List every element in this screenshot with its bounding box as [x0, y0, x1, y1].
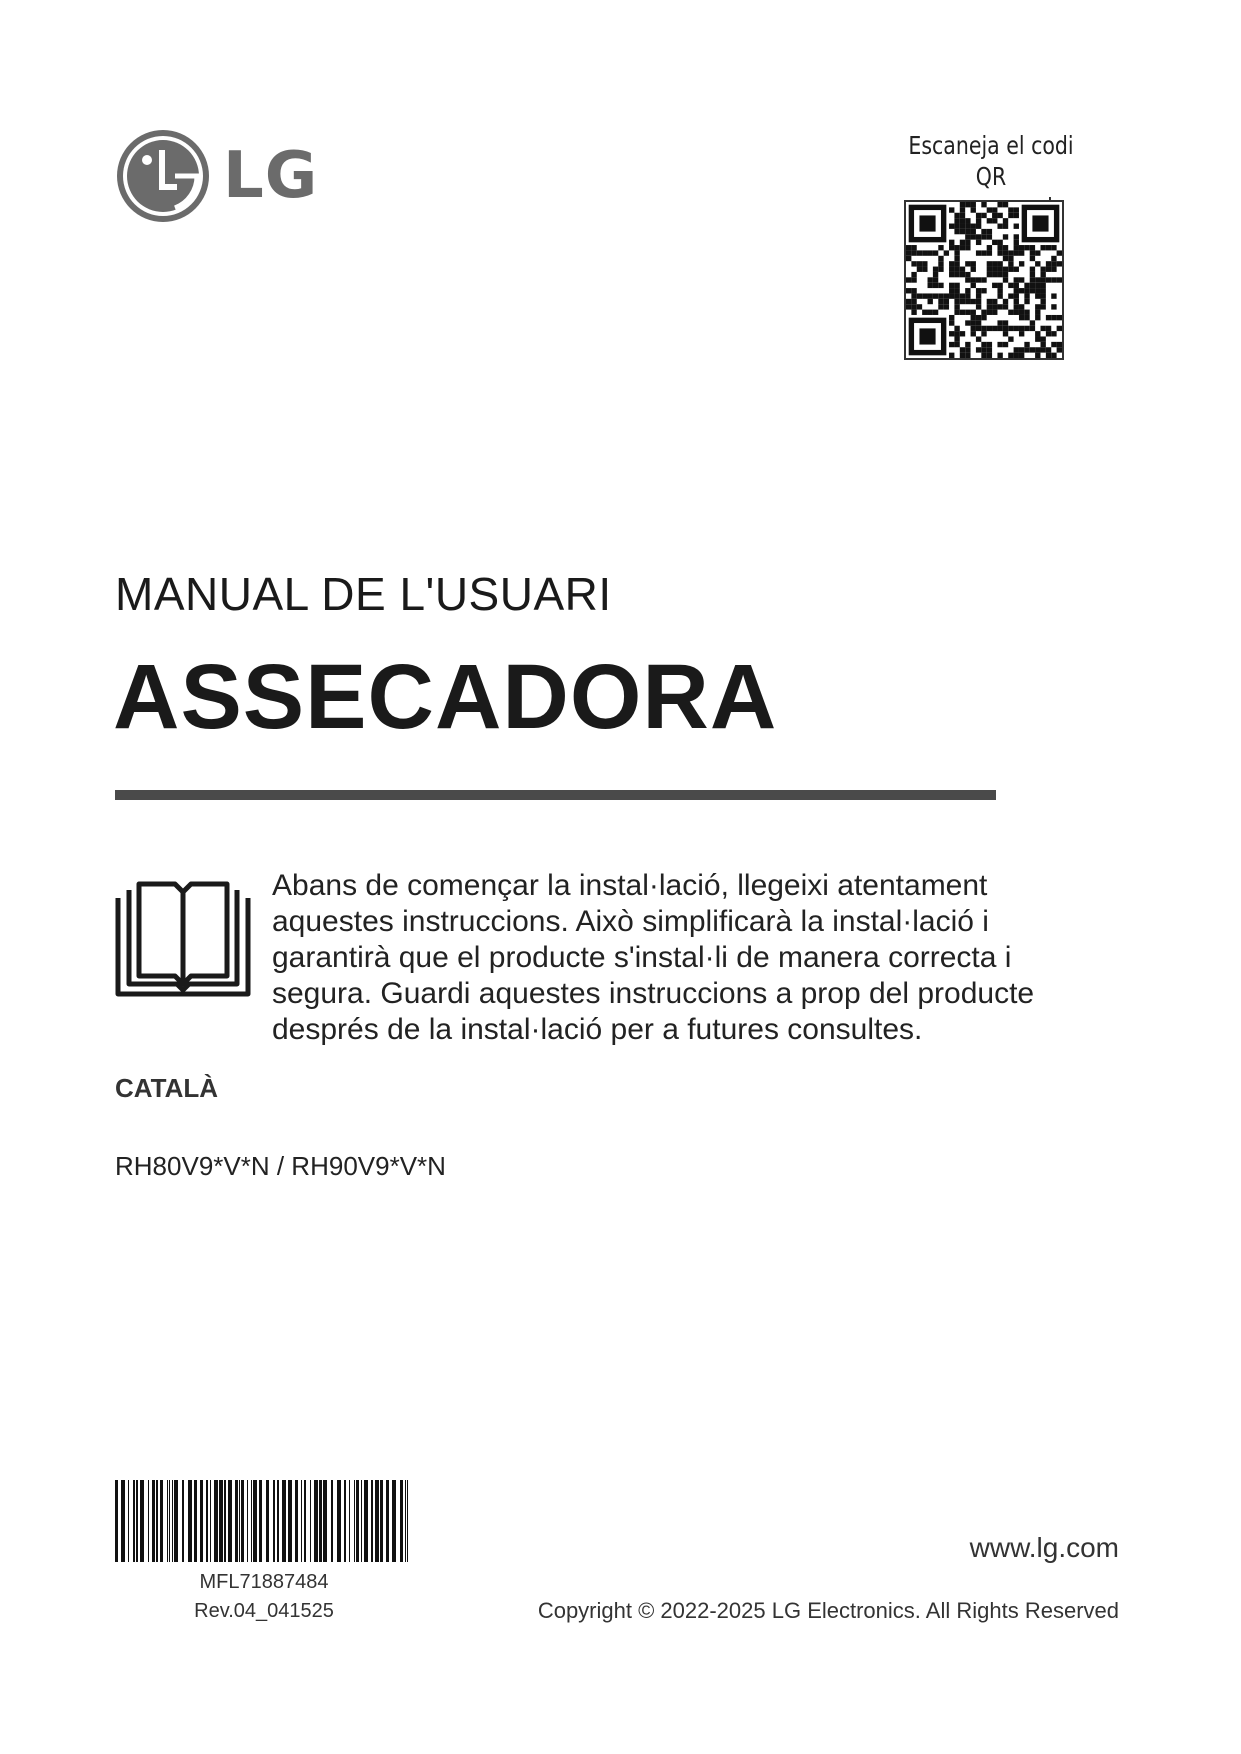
lg-logo	[115, 128, 335, 224]
model-numbers: RH80V9*V*N / RH90V9*V*N	[115, 1151, 446, 1181]
product-title: ASSECADORA	[113, 646, 778, 748]
brand-wordmark: LG	[223, 139, 319, 213]
website-link[interactable]: www.lg.com	[969, 1532, 1119, 1563]
language-label: CATALÀ	[115, 1073, 219, 1103]
part-number: MFL71887484	[199, 1571, 329, 1593]
qr-code-icon[interactable]	[904, 200, 1064, 360]
revision-code: Rev.04_041525	[194, 1600, 334, 1622]
lg-logo-icon	[115, 128, 211, 224]
qr-caption-line1: Escaneja el codi QR	[908, 131, 1074, 191]
installation-notice: Abans de començar la instal·lació, llegeixi atentament aquestes instruccions. Això simplificarà la instal·lació i garantirà que el producte s'instal·li de manera correcta i segura. Guardi aquestes instruccions a prop del producte després de la instal·lació per a futures consultes.	[272, 869, 1035, 1046]
barcode-icon	[115, 1480, 413, 1562]
document-type: MANUAL DE L'USUARI	[115, 568, 612, 620]
copyright-notice: Copyright © 2022-2025 LG Electronics. All Rights Reserved	[537, 1598, 1119, 1623]
open-book-icon	[115, 878, 251, 1000]
title-divider	[115, 790, 996, 800]
